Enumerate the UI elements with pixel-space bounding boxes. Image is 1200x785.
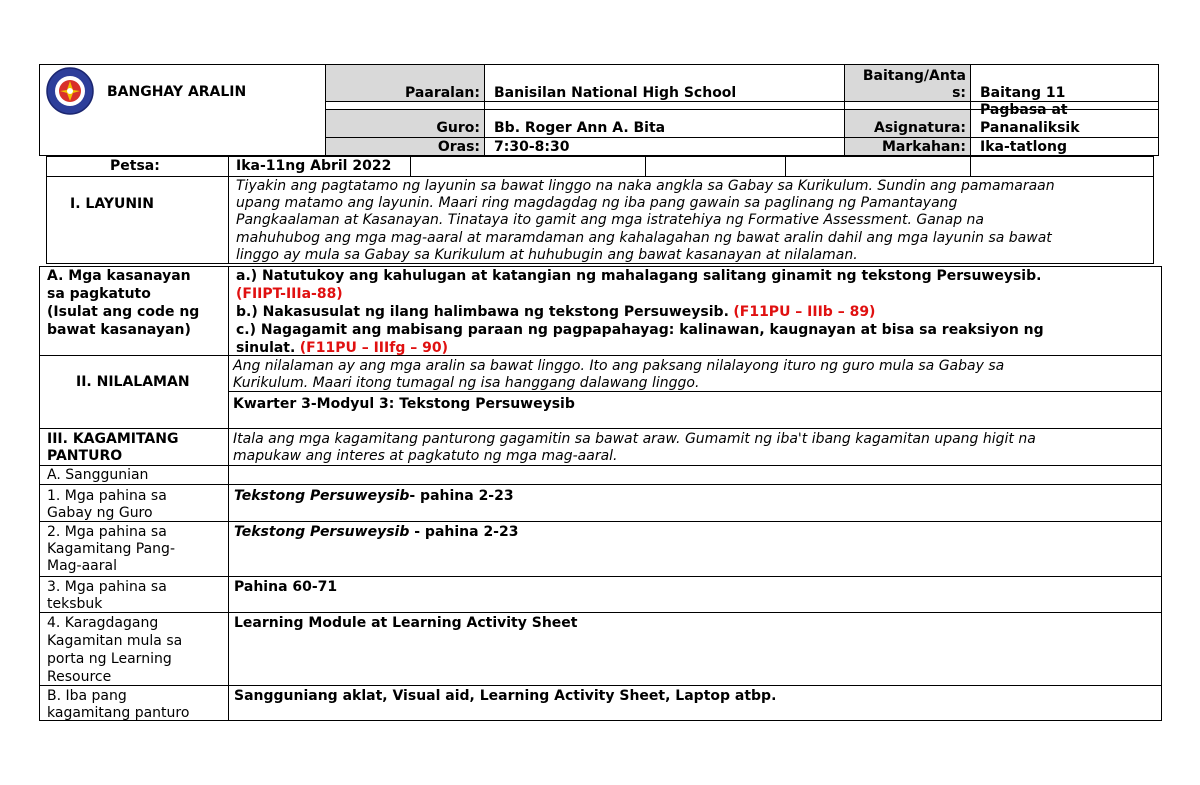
deped-seal-logo [44, 66, 96, 116]
row2-value [234, 523, 518, 541]
document-title: BANGHAY ARALIN [107, 84, 247, 100]
layunin-line-1: Tiyakin ang pagtatamo ng layunin sa bawat linggo na naka angkla sa Gabay sa Kurikulum. Sundin ang pamamaraan [236, 178, 1055, 194]
kasanayan-b-code: (F11PU – IIIb – 89) [733, 304, 876, 320]
layunin-line-3: Pangkaalaman at Kasanayan. Tinataya ito gamit ang mga istratehiya ng Formative Assessment. Ganap na [236, 212, 985, 228]
row2-italic: Tekstong Persuweysib [234, 524, 410, 540]
kagamitan-label-1: III. KAGAMITANG [47, 431, 179, 447]
kasanayan-c-text2: sinulat. [236, 340, 296, 356]
petsa-label: Petsa: [110, 158, 160, 174]
row5-label-1: B. Iba pang [47, 688, 127, 704]
row1-label-1: 1. Mga pahina sa [47, 488, 167, 504]
row4-value: Learning Module at Learning Activity Sheet [234, 615, 578, 631]
markahan-value: Ika-tatlong [980, 139, 1068, 155]
kasanayan-label-3: (Isulat ang code ng [47, 304, 200, 320]
petsa-value: Ika-11ng Abril 2022 [236, 158, 392, 174]
kasanayan-label-1: A. Mga kasanayan [47, 268, 191, 284]
row2-label-1: 2. Mga pahina sa [47, 524, 167, 540]
baitang-value: Baitang 11 [980, 85, 1066, 101]
nilalaman-modyul: Kwarter 3-Modyul 3: Tekstong Persuweysib [233, 396, 575, 412]
kasanayan-label-2: sa pagkatuto [47, 286, 151, 302]
layunin-line-4: mahuhubog ang mga mag-aaral at maramdaman ang kahalagahan ng bawat aralin dahil ang mga layunin sa bawat [236, 230, 1052, 246]
row2-rest: - pahina 2-23 [409, 524, 519, 540]
row5-label-2: kagamitang panturo [47, 705, 190, 721]
row2-label-3: Mag-aaral [47, 558, 117, 574]
row1-value [234, 487, 514, 505]
layunin-label: I. LAYUNIN [70, 196, 154, 212]
nilalaman-line-2: Kurikulum. Maari itong tumagal ng isa hanggang dalawang linggo. [233, 375, 700, 391]
kasanayan-c-code: (F11PU – IIIfg – 90) [299, 340, 448, 356]
nilalaman-line-1: Ang nilalaman ay ang mga aralin sa bawat linggo. Ito ang paksang nilalayong ituro ng guro mula sa Gabay sa [233, 358, 1005, 374]
kasanayan-label-4: bawat kasanayan) [47, 322, 191, 338]
oras-value: 7:30-8:30 [494, 139, 570, 155]
kagamitan-label-2: PANTURO [47, 448, 123, 464]
guro-label: Guro: [436, 120, 480, 136]
kasanayan-b-line [236, 303, 875, 321]
baitang-label-line1: Baitang/Anta [862, 68, 966, 84]
layunin-line-5: linggo ay mula sa Gabay sa Kurikulum at huhubugin ang bawat kasanayan at nilalaman. [236, 247, 858, 263]
row5-value: Sangguniang aklat, Visual aid, Learning Activity Sheet, Laptop atbp. [234, 688, 777, 704]
row4-label-4: Resource [47, 669, 112, 685]
row3-label-2: teksbuk [47, 596, 103, 612]
row1-italic: Tekstong Persuweysib [234, 488, 410, 504]
layunin-line-2: upang matamo ang layunin. Maari ring magdagdag ng iba pang gawain sa paglinang ng Pamantayang [236, 195, 958, 211]
row1-label-2: Gabay ng Guro [47, 505, 153, 521]
kagamitan-line-2: mapukaw ang interes at pagkatuto ng mga mag-aaral. [233, 448, 618, 464]
baitang-label-line2: s: [952, 85, 966, 101]
kasanayan-b-text: b.) Nakasusulat ng ilang halimbawa ng tekstong Persuweysib. [236, 304, 729, 320]
asignatura-label: Asignatura: [873, 120, 966, 136]
asignatura-value-line1: Pagbasa at [980, 102, 1068, 118]
kasanayan-c-line2 [236, 339, 448, 357]
nilalaman-label: II. NILALAMAN [76, 374, 190, 390]
guro-value: Bb. Roger Ann A. Bita [494, 120, 666, 136]
kasanayan-c-text: c.) Nagagamit ang mabisang paraan ng pagpapahayag: kalinawan, kaugnayan at bisa sa reaksiyon ng [236, 322, 1044, 338]
asignatura-value-line2: Pananaliksik [980, 120, 1080, 136]
row1-rest: - pahina 2-23 [409, 488, 514, 504]
paaralan-label: Paaralan: [405, 85, 480, 101]
row2-label-2: Kagamitang Pang- [47, 541, 175, 557]
oras-label: Oras: [437, 139, 480, 155]
row3-label-1: 3. Mga pahina sa [47, 579, 167, 595]
row4-label-3: porta ng Learning [47, 651, 172, 667]
kasanayan-a-text: a.) Natutukoy ang kahulugan at katangian ng mahalagang salitang ginamit ng tekstong Persuweysib. [236, 268, 1042, 284]
kagamitan-line-1: Itala ang mga kagamitang panturong gagamitin sa bawat araw. Gumamit ng iba't ibang kagamitan upang higit na [233, 431, 1036, 447]
row3-value: Pahina 60-71 [234, 579, 338, 595]
kasanayan-a-code: (FIIPT-IIIa-88) [236, 286, 343, 302]
sanggunian-label: A. Sanggunian [47, 467, 149, 483]
markahan-label: Markahan: [881, 139, 966, 155]
row4-label-2: Kagamitan mula sa [47, 633, 183, 649]
paaralan-value: Banisilan National High School [494, 85, 737, 101]
row4-label-1: 4. Karagdagang [47, 615, 159, 631]
